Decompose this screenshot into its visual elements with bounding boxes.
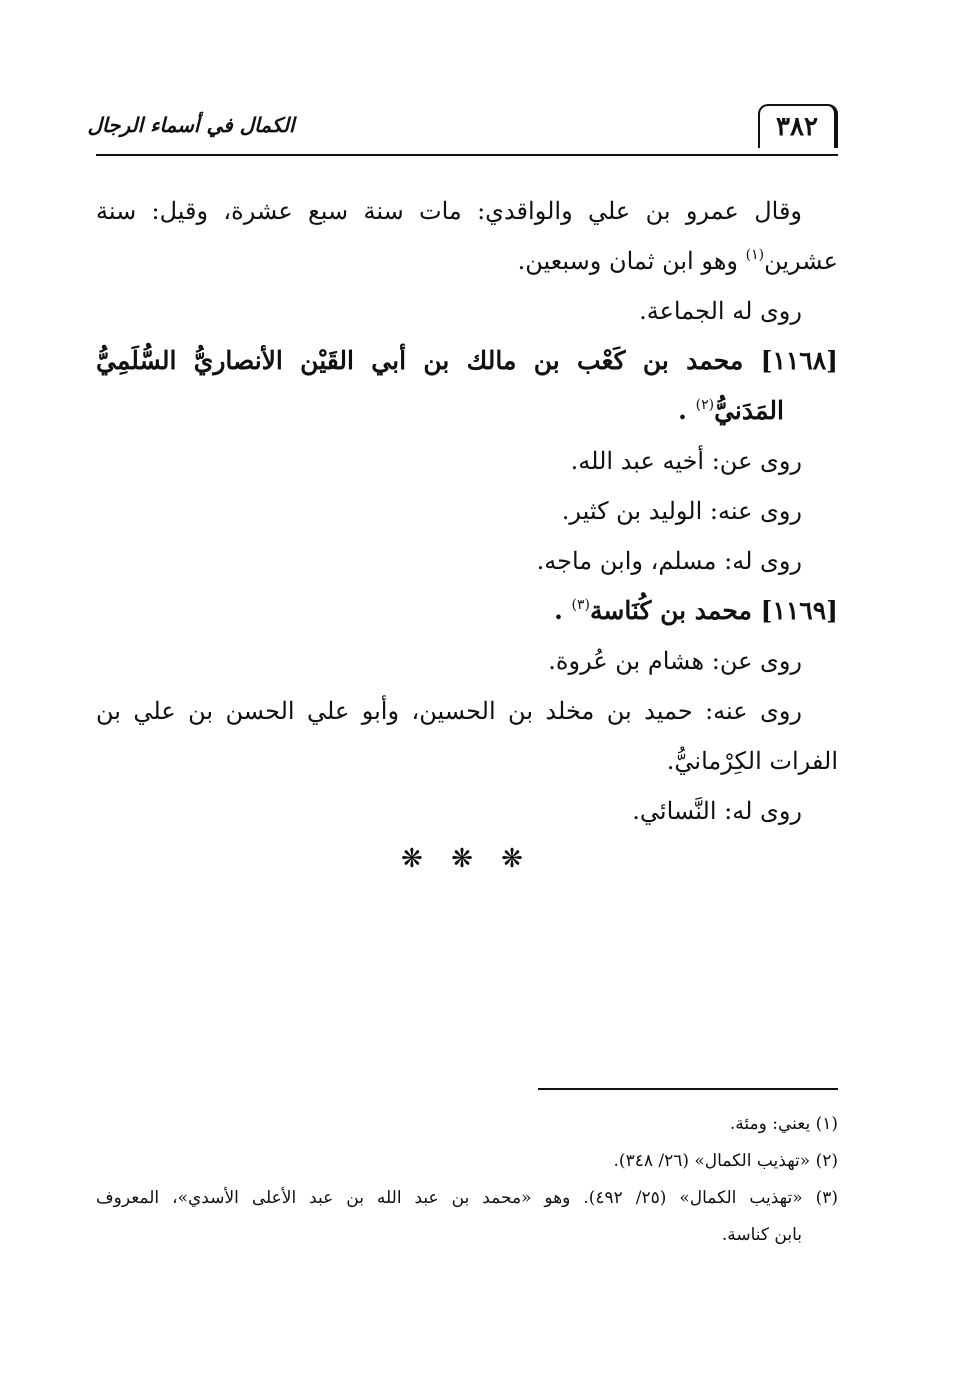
entry-title-continued bbox=[96, 386, 838, 436]
running-title: الكمال في أسماء الرجال bbox=[87, 113, 295, 137]
text-line: روى له: مسلم، وابن ماجه. bbox=[536, 547, 802, 575]
text-fragment: [١١٦٩] محمد بن كُنَاسة bbox=[589, 596, 838, 625]
footnote-ref: (٢) bbox=[695, 397, 715, 413]
page-header bbox=[87, 92, 838, 154]
text-line: روى عن: هشام بن عُروة. bbox=[548, 647, 802, 675]
text-line bbox=[96, 236, 838, 286]
text-line: روى له: النَّسائي. bbox=[632, 797, 802, 825]
footnote-ref: (١) bbox=[745, 247, 765, 263]
text-fragment: عشرين bbox=[764, 247, 838, 275]
text-fragment: . bbox=[678, 396, 687, 425]
entry-title bbox=[96, 586, 838, 636]
header-rule bbox=[96, 154, 838, 156]
footnotes bbox=[96, 1106, 838, 1254]
footnote: (١) يعني: ومئة. bbox=[729, 1114, 838, 1134]
text-fragment: المَدَنيُّ bbox=[714, 396, 784, 425]
section-separator: ❋ ❋ ❋ bbox=[401, 844, 533, 874]
text-line: وقال عمرو بن علي والواقدي: مات سنة سبع عشرة، وقيل: سنة bbox=[96, 197, 802, 225]
text-line: روى عنه: الوليد بن كثير. bbox=[561, 497, 802, 525]
footnote: (٢) «تهذيب الكمال» (٢٦/ ٣٤٨). bbox=[613, 1151, 838, 1171]
text-line: روى له الجماعة. bbox=[639, 297, 802, 325]
text-line: الفرات الكِرْمانيُّ. bbox=[666, 747, 838, 775]
text-fragment: وهو ابن ثمان وسبعين. bbox=[517, 247, 738, 275]
footnote-rule bbox=[538, 1088, 838, 1090]
text-line: روى عن: أخيه عبد الله. bbox=[570, 447, 802, 475]
footnote: (٣) «تهذيب الكمال» (٢٥/ ٤٩٢). وهو «محمد بن عبد الله بن عبد الأعلى الأسدي»، المعروف bbox=[96, 1188, 839, 1208]
footnote-continued: بابن كناسة. bbox=[721, 1225, 802, 1245]
text-fragment: . bbox=[554, 596, 563, 625]
main-text bbox=[96, 186, 838, 874]
entry-title: [١١٦٨] محمد بن كَعْب بن مالك بن أبي القَيْن الأنصاريُّ السُّلَمِيُّ bbox=[96, 346, 838, 375]
page-number: ٣٨٢ bbox=[758, 104, 838, 148]
footnote-ref: (٣) bbox=[571, 597, 590, 613]
text-line: روى عنه: حميد بن مخلد بن الحسين، وأبو علي الحسن بن علي بن bbox=[96, 697, 802, 725]
